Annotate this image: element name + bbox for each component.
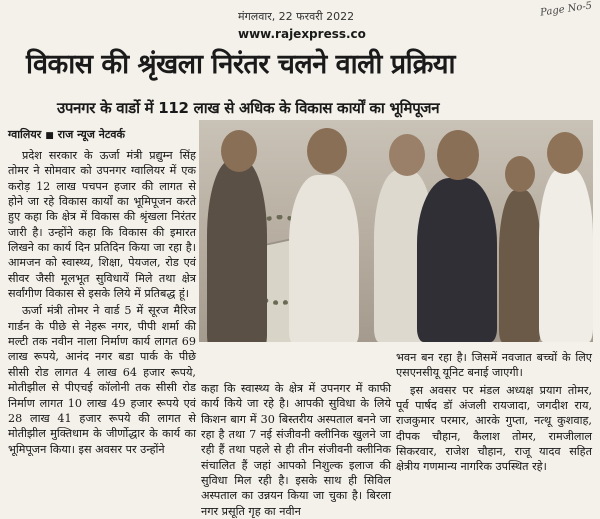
byline <box>8 127 198 142</box>
paragraph: भवन बन रहा है। जिसमें नवजात बच्चों के लिए एसएनसीयू यूनिट बनाई जाएगी। <box>396 351 592 380</box>
person <box>539 168 593 342</box>
person-head <box>389 134 425 176</box>
byline-agency: राज न्यूज नेटवर्क <box>57 128 125 141</box>
paragraph: प्रदेश सरकार के ऊर्जा मंत्री प्रद्युम्न सिंह तोमर ने सोमवार को उपनगर ग्वालियर में एक करोड़ 12 लाख पचपन हजार की लागत से होने जा रहे विकास कार्यों का भूमिपूजन करते हुए कहा कि क्षेत्र में विकास की श्रृंखला निरंतर जारी है। उन्होंने कहा कि विकास की इमारत लिखने का कार्य दिन प्रतिदिन किया जा रहा है। आमजन को स्वास्थ्य, शिक्षा, पेयजल, रोड एवं सीवर जैसी मूलभूत सुविधायें मिले तथा क्षेत्र सर्वांगीण विकास से इसके लिये में प्रतिबद्ध हूं। <box>8 149 196 301</box>
handwritten-note: Page No-5 <box>539 0 593 19</box>
person <box>499 190 541 342</box>
subheadline: उपनगर के वार्डो में 112 लाख से अधिक के विकास कार्यों का भूमिपूजन <box>57 99 440 117</box>
paragraph: इस अवसर पर मंडल अध्यक्ष प्रयाग तोमर, पूर्व पार्षद डॉ अंजली रायजादा, जगदीश राय, राजकुमार परमार, आरके गुप्ता, नत्थू कुशवाह, दीपक चौहान, कैलाश तोमर, रामजीलाल सिकरवार, राजेश चौहान, राजू यादव सहित क्षेत्रीय गणमान्य नागरिक उपस्थित रहे। <box>396 383 592 474</box>
headline: विकास की श्रृंखला निरंतर चलने वाली प्रक्रिया <box>26 49 456 80</box>
person-head <box>547 132 583 174</box>
person-head <box>221 130 257 172</box>
article-column-2 <box>201 381 391 519</box>
newspaper-url: www.rajexpress.co <box>238 27 366 41</box>
paragraph: कहा कि स्वास्थ्य के क्षेत्र में उपनगर में काफी कार्य किये जा रहे है। आपकी सुविधा के लिये किशन बाग में 30 बिस्तरीय अस्पताल बनने जा रहा है तथा 7 नई संजीवनी क्लीनिक खुलने जा रही हैं तथा पहले से ही तीन संजीवनी क्लीनिक संचालित हैं जहां आपको निशुल्क इलाज की सुविधा मिल रही है। इसके साथ ही सिविल अस्पताल का उन्नयन किया जा चुका है। बिरला नगर प्रसूति गृह का नवीन <box>201 382 391 518</box>
article-column-3 <box>396 350 592 475</box>
person <box>207 160 267 342</box>
byline-separator-icon: ■ <box>45 131 54 141</box>
byline-place: ग्वालियर <box>8 128 42 141</box>
person <box>289 175 359 342</box>
article-column-1 <box>8 148 196 457</box>
person-head <box>307 128 347 174</box>
news-photo <box>199 120 593 342</box>
person-head <box>437 130 479 180</box>
dateline: मंगलवार, 22 फरवरी 2022 <box>238 10 355 23</box>
person <box>417 178 497 342</box>
paragraph: ऊर्जा मंत्री तोमर ने वार्ड 5 में सूरज मैरिज गार्डन के पीछे से नेहरू नगर, पीपी शर्मा की मल्टी तक नवीन नाला निर्माण कार्य लागत 69 लाख रूपये, आनंद नगर बडा पार्क के पीछे सीसी रोड लागत 4 लाख 64 हजार रूपये, मोतीझील से पीएचई कॉलोनी तक सीसी रोड निर्माण लागत 10 लाख 49 हजार रूपये एवं 28 लाख 41 हजार रूपये की लागत से मोतीझील मुक्तिधाम के जीर्णोद्धार के कार्य का भूमिपूजन किया। इस अवसर पर उन्होंने <box>8 304 196 456</box>
person-head <box>505 156 535 192</box>
